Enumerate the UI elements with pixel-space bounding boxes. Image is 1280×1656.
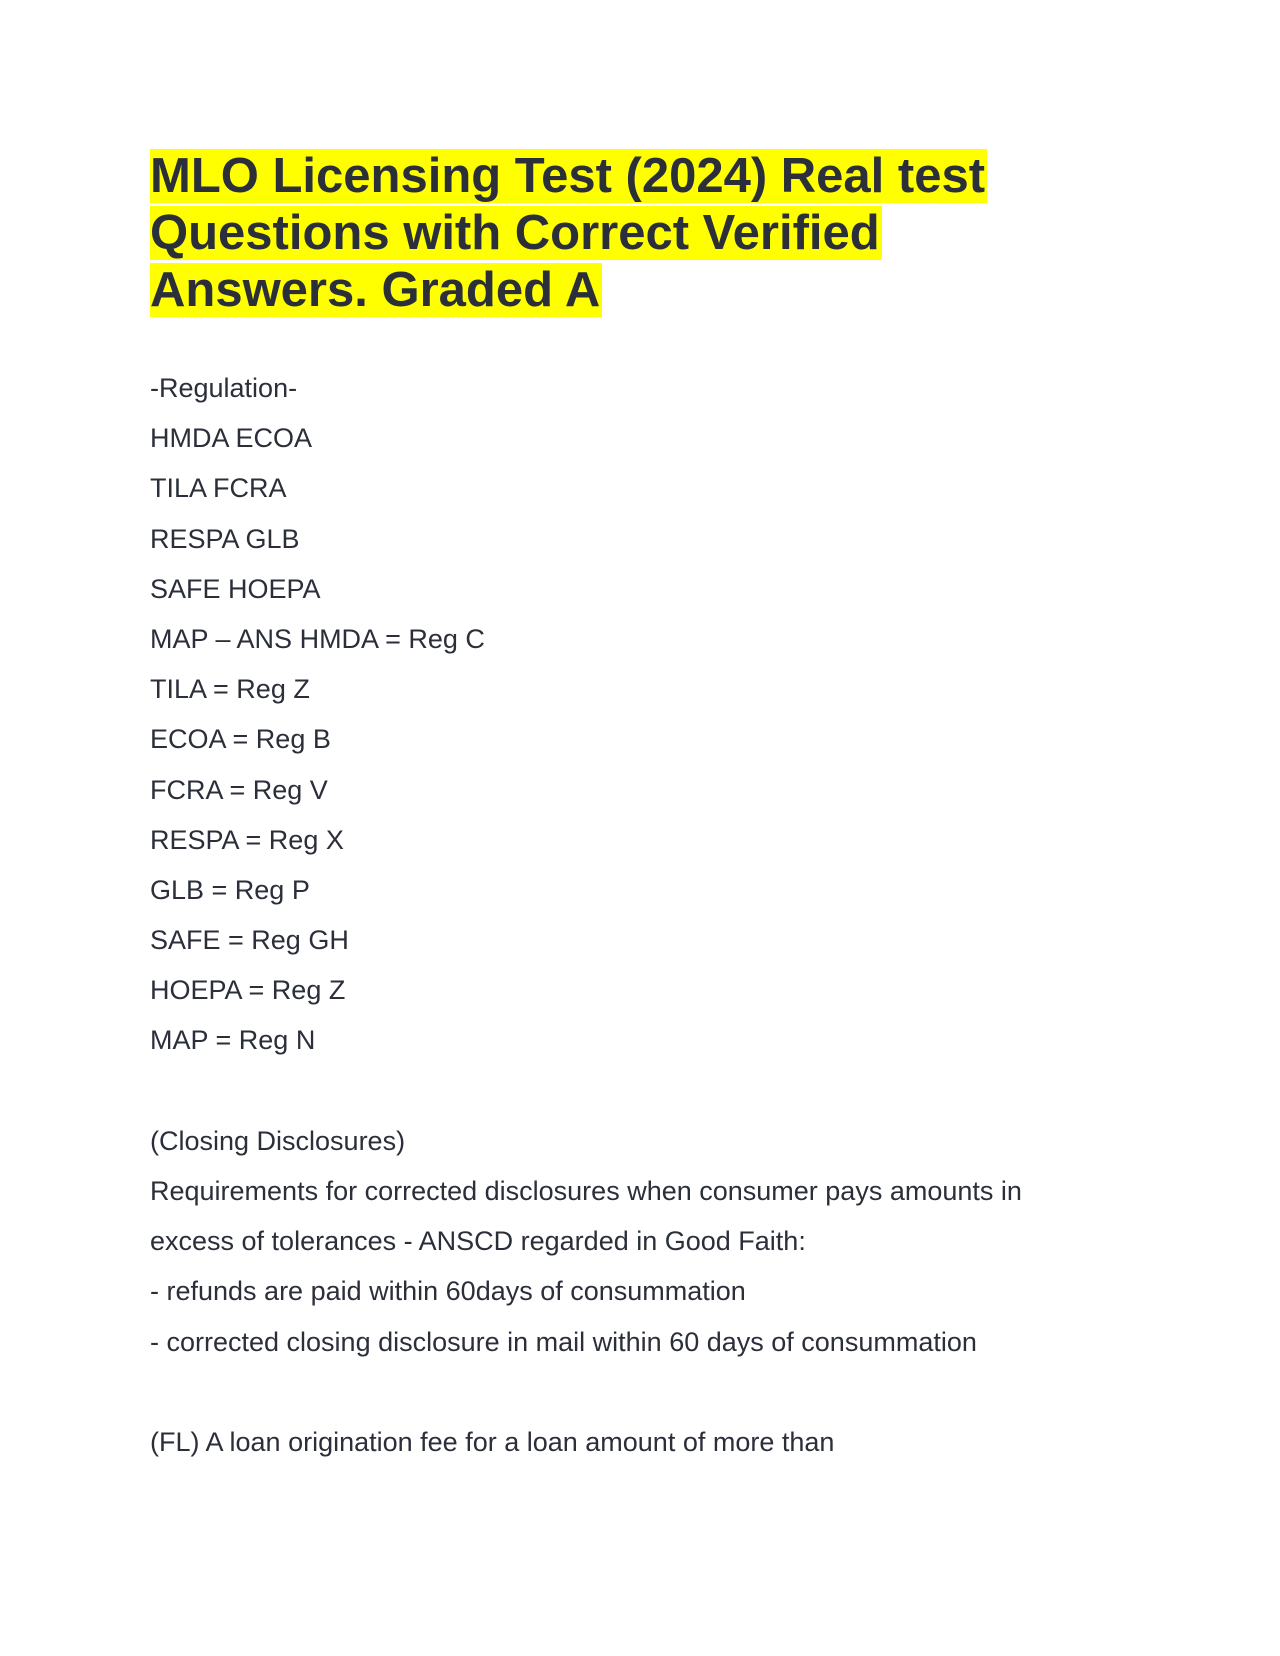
paragraph-spacer [150, 1066, 1140, 1116]
title-line: Answers. Graded A [150, 263, 601, 317]
document-title [150, 148, 1140, 319]
regulation-heading: -Regulation- [150, 373, 298, 403]
regulation-line: MAP – ANS HMDA = Reg C [150, 623, 485, 654]
regulation-line: ECOA = Reg B [150, 724, 331, 755]
title-line: MLO Licensing Test (2024) Real test [150, 149, 986, 203]
closing-line: excess of tolerances - ANSCD regarded in Good Faith: [150, 1226, 806, 1257]
closing-line: - refunds are paid within 60days of consummation [150, 1276, 746, 1307]
regulation-line: RESPA = Reg X [150, 824, 344, 855]
regulation-section [150, 363, 1140, 1467]
regulation-line: RESPA GLB [150, 523, 300, 554]
closing-line: - corrected closing disclosure in mail within 60 days of consummation [150, 1326, 977, 1357]
fl-line: (FL) A loan origination fee for a loan amount of more than [150, 1426, 835, 1457]
title-line: Questions with Correct Verified [150, 206, 880, 260]
regulation-line: TILA FCRA [150, 473, 287, 504]
regulation-line: FCRA = Reg V [150, 774, 328, 805]
document-content [150, 148, 1140, 1467]
regulation-line: SAFE HOEPA [150, 573, 321, 604]
closing-heading: (Closing Disclosures) [150, 1125, 406, 1156]
closing-line: Requirements for corrected disclosures when consumer pays amounts in [150, 1176, 1022, 1206]
regulation-line: GLB = Reg P [150, 874, 310, 905]
regulation-line: HOEPA = Reg Z [150, 975, 346, 1006]
regulation-line: HMDA ECOA [150, 423, 313, 454]
regulation-line: MAP = Reg N [150, 1025, 316, 1056]
regulation-line: TILA = Reg Z [150, 674, 310, 705]
regulation-line: SAFE = Reg GH [150, 925, 349, 956]
paragraph-spacer [150, 1367, 1140, 1417]
